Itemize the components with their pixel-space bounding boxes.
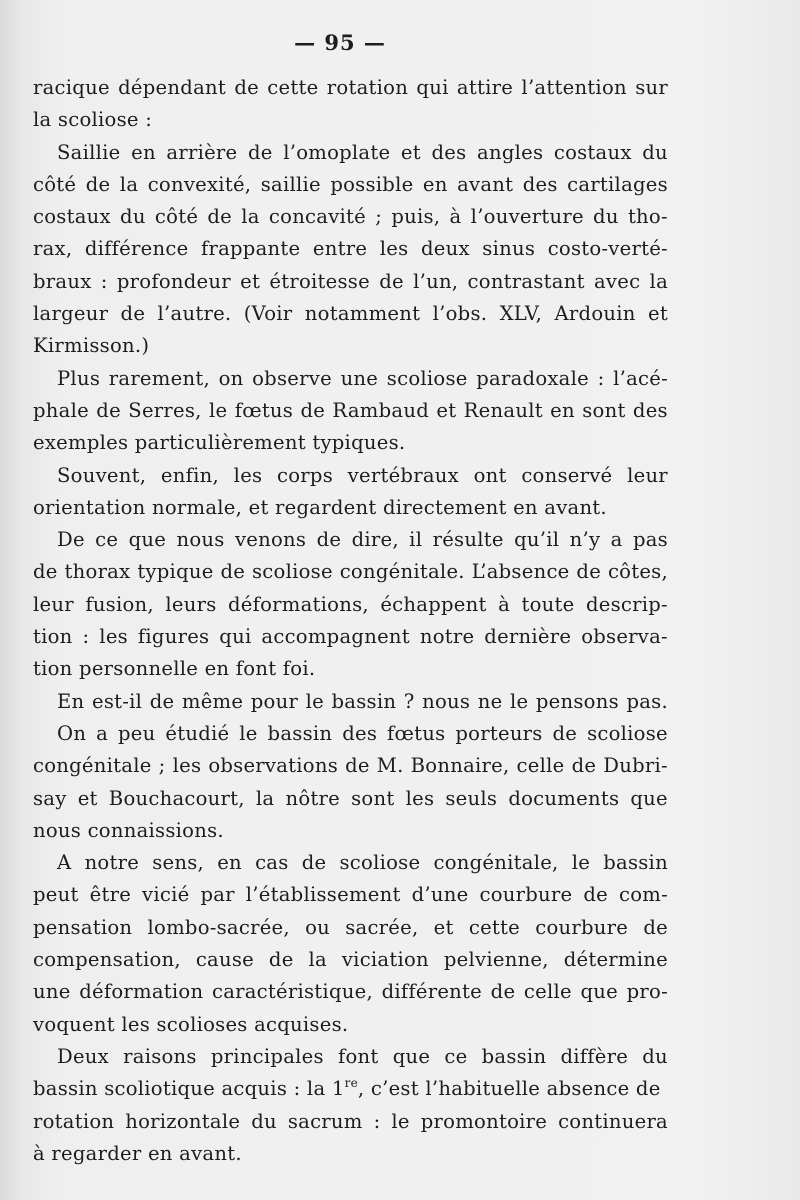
ordinal-superscript: re	[344, 1076, 358, 1091]
text-line: pensation lombo-sacrée, ou sacrée, et cette courbure de	[33, 915, 668, 939]
paragraph	[33, 686, 668, 718]
text-line: tion : les figures qui accompagnent notre dernière observa-	[33, 625, 668, 649]
text-line: congénitale ; les observations de M. Bonnaire, celle de Dubri-	[33, 754, 668, 778]
paragraph	[33, 137, 668, 363]
text-line: A notre sens, en cas de scoliose congénitale, le bassin	[57, 851, 668, 875]
paragraph	[33, 847, 668, 1041]
text-line: tion personnelle en font foi.	[33, 657, 316, 681]
text-line: De ce que nous venons de dire, il résulte qu’il n’y a pas	[57, 528, 668, 552]
text-line: racique dépendant de cette rotation qui attire l’attention sur	[33, 76, 668, 99]
body-text	[33, 72, 668, 1170]
text-line: phale de Serres, le fœtus de Rambaud et Renault en sont des	[33, 398, 668, 422]
text-line: compensation, cause de la viciation pelvienne, détermine	[33, 948, 668, 972]
text-line: orientation normale, et regardent directement en avant.	[33, 495, 607, 519]
text-line: Souvent, enfin, les corps vertébraux ont conservé leur	[57, 463, 668, 487]
text-line: une déformation caractéristique, différente de celle que pro-	[33, 980, 668, 1004]
text-line: rax, différence frappante entre les deux sinus costo-verté-	[33, 237, 668, 261]
paragraph	[33, 460, 668, 525]
text-line: braux : profondeur et étroitesse de l’un, contrastant avec la	[33, 269, 668, 293]
text-line: exemples particulièrement typiques.	[33, 431, 406, 455]
text-line-with-superscript	[33, 1073, 668, 1105]
text-line: côté de la convexité, saillie possible en avant des cartilages	[33, 172, 668, 196]
text-line: Kirmisson.)	[33, 334, 150, 358]
text-line: On a peu étudié le bassin des fœtus porteurs de scoliose	[57, 721, 668, 745]
text-line: Saillie en arrière de l’omoplate et des angles costaux du	[57, 140, 668, 164]
text-line: peut être vicié par l’établissement d’une courbure de com-	[33, 883, 668, 907]
paragraph	[33, 1041, 668, 1170]
text-line: voquent les scolioses acquises.	[33, 1012, 349, 1036]
text-line: leur fusion, leurs déformations, échappent à toute descrip-	[33, 592, 668, 616]
text-line: rotation horizontale du sacrum : le promontoire continuera	[33, 1109, 668, 1133]
paragraph	[33, 718, 668, 847]
text-segment: bassin scoliotique acquis : la 1	[33, 1077, 345, 1101]
text-line: largeur de l’autre. (Voir notamment l’obs. XLV, Ardouin et	[33, 302, 668, 326]
text-line: Deux raisons principales font que ce bassin diffère du	[57, 1044, 668, 1068]
text-line: say et Bouchacourt, la nôtre sont les seuls documents que	[33, 786, 668, 810]
text-line: de thorax typique de scoliose congénitale. L’absence de côtes,	[33, 560, 668, 584]
text-line: la scoliose :	[33, 108, 153, 132]
paragraph	[33, 72, 668, 137]
page-number: — 95 —	[294, 30, 386, 55]
text-segment: , c’est l’habituelle absence de	[357, 1077, 661, 1101]
paragraph	[33, 363, 668, 460]
text-line: Plus rarement, on observe une scoliose paradoxale : l’acé-	[57, 366, 668, 390]
text-line: En est-il de même pour le bassin ? nous ne le pensons pas.	[57, 689, 668, 713]
text-line: à regarder en avant.	[33, 1141, 242, 1165]
text-line: nous connaissions.	[33, 818, 224, 842]
text-line: costaux du côté de la concavité ; puis, à l’ouverture du tho-	[33, 205, 668, 229]
paragraph	[33, 524, 668, 685]
